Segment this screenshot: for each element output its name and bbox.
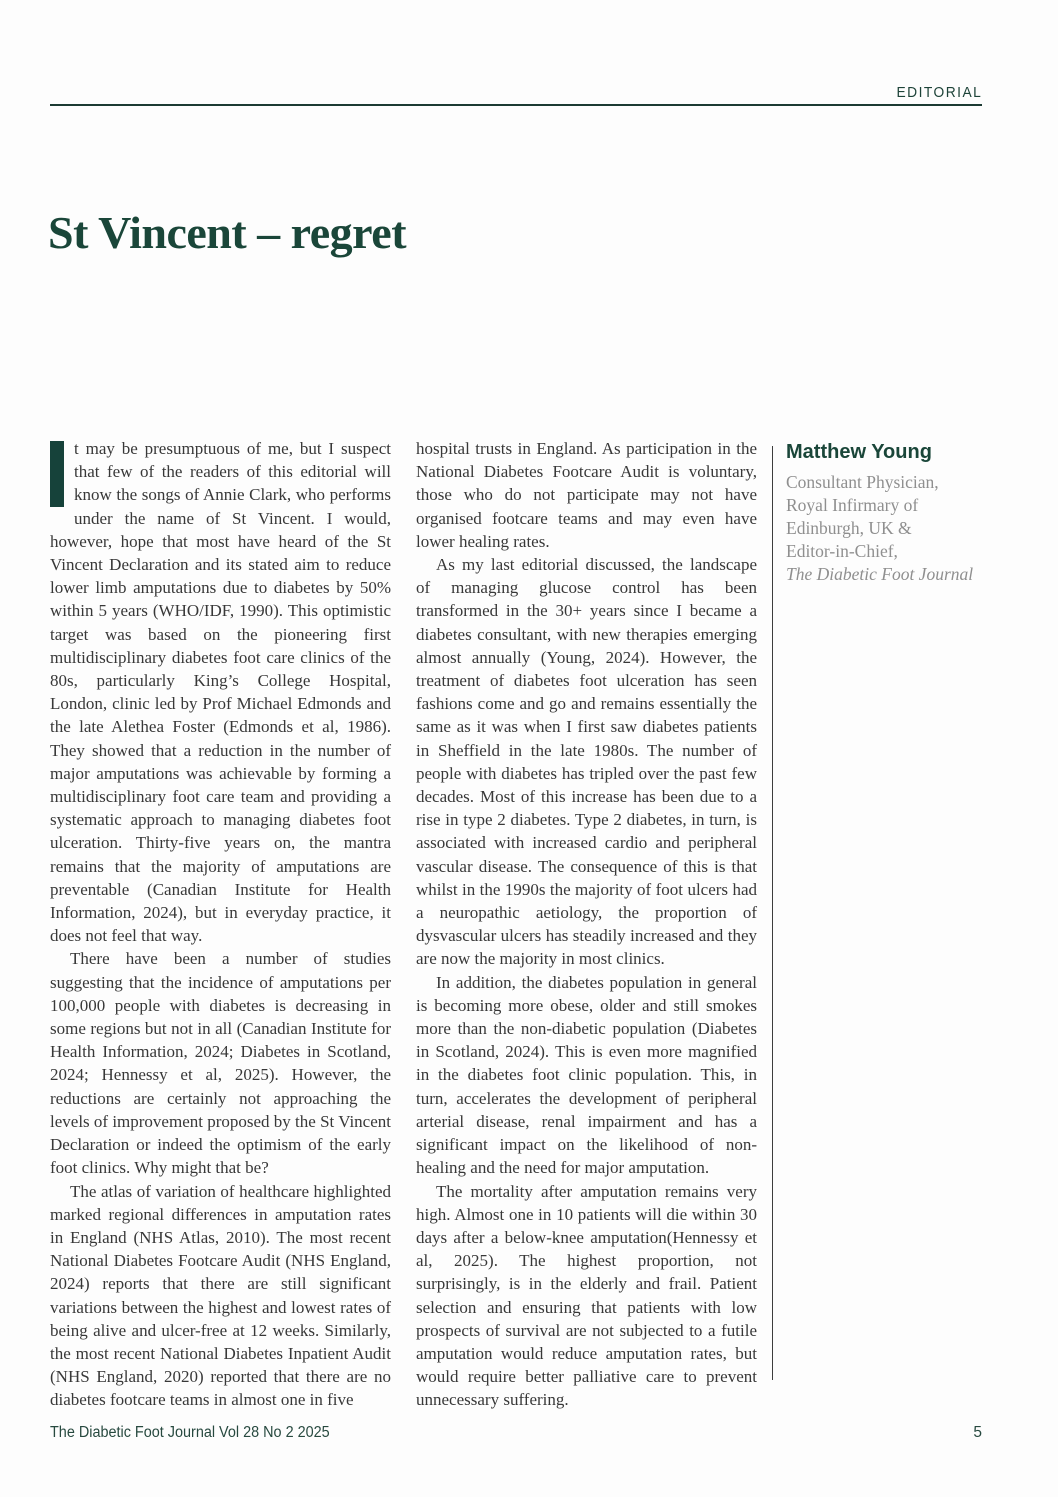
footer-journal-line: The Diabetic Foot Journal Vol 28 No 2 2025: [50, 1424, 330, 1441]
footer-page-number: 5: [973, 1424, 982, 1441]
author-journal-name: The Diabetic Foot Journal: [786, 564, 974, 584]
section-label: EDITORIAL: [896, 84, 982, 101]
paragraph: In addition, the diabetes population in general is becoming more obese, older and still smokes more than the non-diabetic population (Diabetes in Scotland, 2024). This is even more magnified in the diabetes foot clinic population. This, in turn, accelerates the development of peripheral arterial disease, renal impairment and has a significant impact on the likelihood of non-healing and the need for major amputation.: [416, 972, 757, 1178]
column-divider-rule: [772, 446, 773, 1380]
paragraph: The atlas of variation of healthcare highlighted marked regional differences in amputation rates in England (NHS Atlas, 2010). The most recent National Diabetes Footcare Audit (NHS England, 2024) reports that there are still significant variations between the highest and lowest rates of being alive and ulcer-free at 12 weeks. Similarly, the most recent National Diabetes Inpatient Audit (NHS England, 2020) reported that there are no diabetes footcare teams in almost one in five: [50, 1181, 391, 1410]
author-name: Matthew Young: [786, 441, 932, 463]
article-title: St Vincent – regret: [48, 207, 407, 258]
drop-cap: [50, 441, 64, 507]
paragraph: The mortality after amputation remains very high. Almost one in 10 patients will die within 30 days after a below-knee amputation(Hennessy et al, 2025). The highest proportion, not surprisingly, is in the elderly and frail. Patient selection and ensuring that patients with low prospects of survival are not subjected to a futile amputation would reduce amputation rates, but would require better palliative care to prevent unnecessary suffering.: [416, 1181, 757, 1410]
paragraph: There have been a number of studies suggesting that the incidence of amputations per 100,000 people with diabetes is decreasing in some regions but not in all (Canadian Institute for Health Information, 2024; Diabetes in Scotland, 2024; Hennessy et al, 2025). However, the reductions are certainly not approaching the levels of improvement proposed by the St Vincent Declaration or indeed the optimism of the early foot clinics. Why might that be?: [50, 949, 391, 1178]
paragraph-text: t may be presumptuous of me, but I suspect that few of the readers of this editorial will know the songs of Annie Clark, who performs under the name of St Vincent. I would, however, hope that most have heard of the St Vincent Declaration and its stated aim to reduce lower limb amputations due to diabetes by 50% within 5 years (WHO/IDF, 1990). This optimistic target was based on the pioneering first multidisciplinary diabetes foot care clinics of the 80s, particularly King’s College Hospital, London, clinic led by Prof Michael Edmonds and the late Alethea Foster (Edmonds et al, 1986). They showed that a reduction in the number of major amputations was achievable by forming a multidisciplinary foot care team and providing a systematic approach to managing diabetes foot ulceration. Thirty-five years on, the mantra remains that the majority of amputations are preventable (Canadian Institute for Health Information, 2024), but in everyday practice, it does not feel that way.: [50, 439, 391, 946]
author-affiliation-line: Royal Infirmary of: [786, 495, 919, 515]
author-role-line: Consultant Physician,: [786, 472, 939, 492]
article-column-2: [416, 437, 757, 1412]
author-sidebar: [786, 441, 998, 586]
header-rule: [50, 104, 982, 106]
paragraph: As my last editorial discussed, the landscape of managing glucose control has been transformed in the 30+ years since I became a diabetes consultant, with new therapies emerging almost annually (Young, 2024). However, the treatment of diabetes foot ulceration has seen fashions come and go and remains essentially the same as it was when I first saw diabetes patients in Sheffield in the late 1980s. The number of people with diabetes has tripled over the past few decades. Most of this increase has been due to a rise in type 2 diabetes. Type 2 diabetes, in turn, is associated with increased cardio and peripheral vascular disease. The consequence of this is that whilst in the 1990s the majority of foot ulcers had a neuropathic aetiology, the proportion of dysvascular ulcers has steadily increased and they are now the majority in most clinics.: [416, 555, 757, 969]
author-affiliation-line: Edinburgh, UK &: [786, 518, 912, 538]
paragraph: [50, 437, 391, 947]
article-column-1: [50, 437, 391, 1412]
paragraph: hospital trusts in England. As participation in the National Diabetes Footcare Audit is voluntary, those who do not participate may not have organised footcare teams and may even have lower healing rates.: [416, 439, 757, 551]
author-role-line: Editor-in-Chief,: [786, 541, 898, 561]
